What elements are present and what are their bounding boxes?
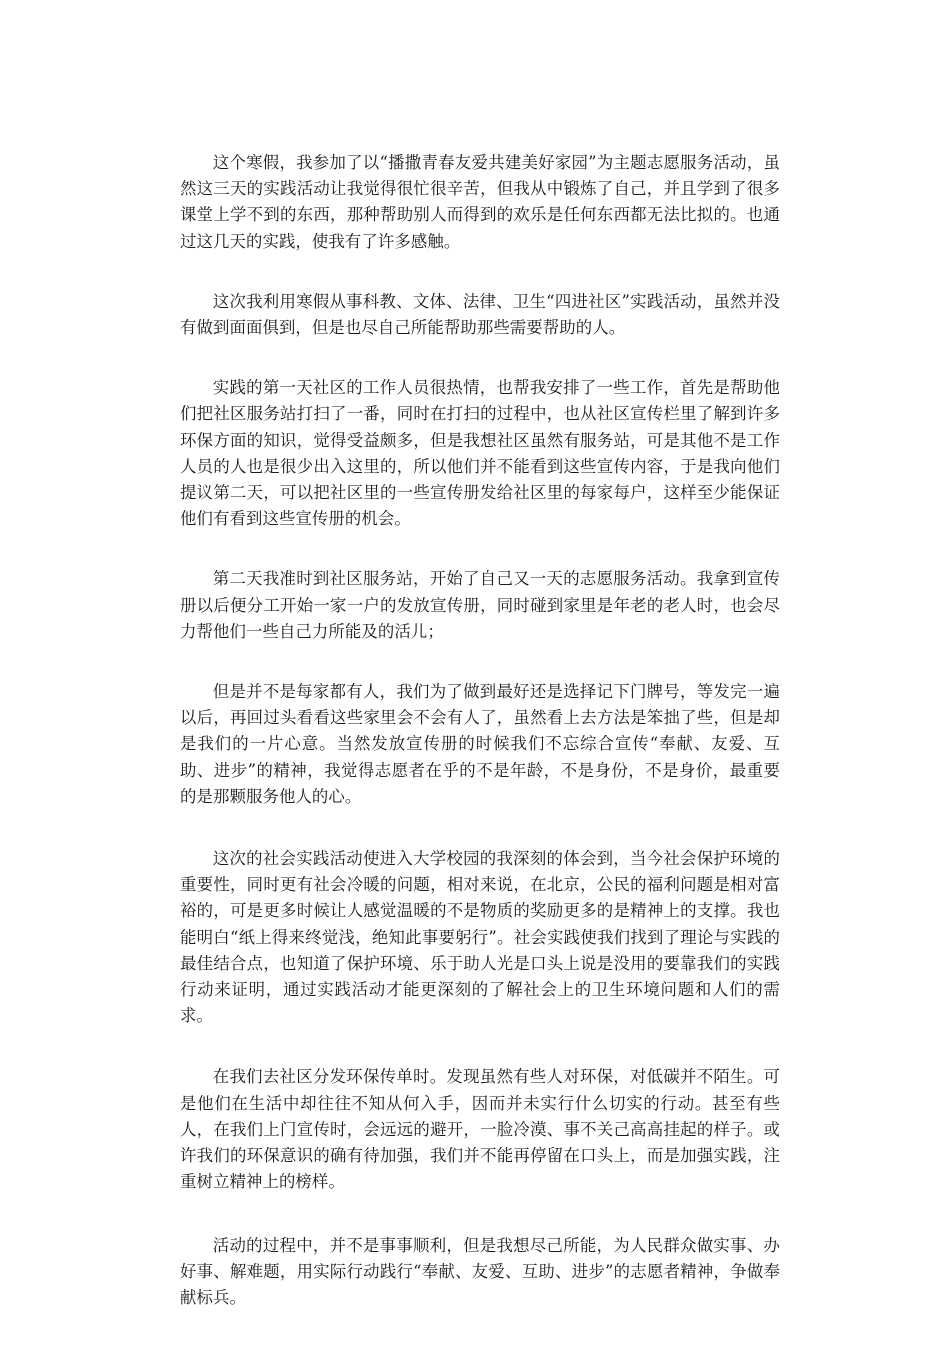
- paragraph-5: 但是并不是每家都有人，我们为了做到最好还是选择记下门牌号，等发完一遍以后，再回过头看看这些家里会不会有人了，虽然看上去方法是笨拙了些，但是却是我们的一片心意。当然发放宣传册的时候我们不忘综合宣传“奉献、友爱、互助、进步”的精神，我觉得志愿者在乎的不是年龄，不是身份，不是身价，最重要的是那颗服务他人的心。: [180, 682, 780, 806]
- paragraph-4: 第二天我准时到社区服务站，开始了自己又一天的志愿服务活动。我拿到宣传册以后便分工开始一家一户的发放宣传册，同时碰到家里是年老的老人时，也会尽力帮他们一些自己力所能及的活儿；: [180, 569, 780, 641]
- paragraph-7: 在我们去社区分发环保传单时。发现虽然有些人对环保，对低碳并不陌生。可是他们在生活中却往往不知从何入手，因而并未实行什么切实的行动。甚至有些人，在我们上门宣传时，会远远的避开，一脸冷漠、事不关己高高挂起的样子。或许我们的环保意识的确有待加强，我们并不能再停留在口头上，而是加强实践，注重树立精神上的榜样。: [180, 1067, 780, 1192]
- paragraph-6: 这次的社会实践活动使进入大学校园的我深刻的体会到，当今社会保护环境的重要性，同时更有社会冷暖的问题，相对来说，在北京，公民的福利问题是相对富裕的，可是更多时候让人感觉温暖的不是物质的奖励更多的是精神上的支撑。我也能明白“纸上得来终觉浅，绝知此事要躬行”。社会实践使我们找到了理论与实践的最佳结合点，也知道了保护环境、乐于助人光是口头上说是没用的要靠我们的实践行动来证明，通过实践活动才能更深刻的了解社会上的卫生环境问题和人们的需求。: [180, 849, 780, 1026]
- paragraph-3: 实践的第一天社区的工作人员很热情，也帮我安排了一些工作，首先是帮助他们把社区服务站打扫了一番，同时在打扫的过程中，也从社区宣传栏里了解到许多环保方面的知识，觉得受益颇多，但是我想社区虽然有服务站，可是其他不是工作人员的人也是很少出入这里的，所以他们并不能看到这些宣传内容，于是我向他们提议第二天，可以把社区里的一些宣传册发给社区里的每家每户，这样至少能保证他们有看到这些宣传册的机会。: [180, 378, 780, 529]
- paragraph-1: 这个寒假，我参加了以“播撒青春友爱共建美好家园”为主题志愿服务活动，虽然这三天的实践活动让我觉得很忙很辛苦，但我从中锻炼了自己，并且学到了很多课堂上学不到的东西，那种帮助别人而得到的欢乐是任何东西都无法比拟的。也通过这几天的实践，使我有了许多感触。: [180, 153, 780, 251]
- document-body: [180, 150, 780, 1345]
- paragraph-2: 这次我利用寒假从事科教、文体、法律、卫生“四进社区”实践活动，虽然并没有做到面面俱到，但是也尽自己所能帮助那些需要帮助的人。: [180, 291, 780, 338]
- paragraph-8: 活动的过程中，并不是事事顺利，但是我想尽己所能，为人民群众做实事、办好事、解难题，用实际行动践行“奉献、友爱、互助、进步”的志愿者精神，争做奉献标兵。: [180, 1235, 780, 1307]
